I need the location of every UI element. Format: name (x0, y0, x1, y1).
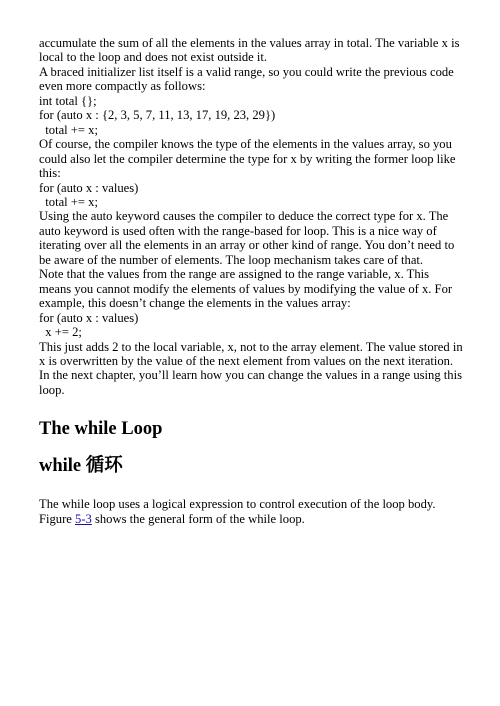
subsection-heading: while 循环 (39, 456, 123, 477)
figure-link[interactable]: 5-3 (75, 511, 92, 526)
paragraph-text: shows the general form of the while loop. (91, 511, 305, 526)
paragraph-auto-keyword: Using the auto keyword causes the compiler to deduce the correct type for x. The auto keyword is used often with the range-based for loop. This is a nice way of iterating over all the elements in an array or other kind of range. You don’t need to be aware of the number of elements. The loop mechanism takes care of that. (39, 209, 455, 267)
paragraph-braced-initializer: A braced initializer list itself is a valid range, so you could write the previous code even more compactly as follows: (39, 64, 454, 94)
paragraph-while-loop-intro (39, 497, 464, 526)
code-line: for (auto x : values) (39, 180, 139, 195)
paragraph-sum-accumulate: accumulate the sum of all the elements in the values array in total. The variable x is local to the loop and does not exist outside it. (39, 36, 460, 65)
paragraph-compiler-type: Of course, the compiler knows the type of the elements in the values array, so you could also let the compiler determine the type for x by writing the former loop like this: (39, 137, 456, 181)
code-line: int total {}; (39, 93, 97, 108)
code-line: total += x; (39, 122, 98, 137)
page-content (39, 36, 464, 526)
section-heading: The while Loop (39, 419, 163, 440)
paragraph-range-variable: Note that the values from the range are assigned to the range variable, x. This means you cannot modify the elements of values by modifying the value of x. For example, this doesn’t change the elements in the values array: (39, 267, 453, 311)
code-line: for (auto x : values) (39, 310, 139, 325)
paragraph-text: The while loop uses a logical expression to control execution of the loop body. Figure (39, 497, 436, 526)
code-line: total += x; (39, 194, 98, 209)
code-line: for (auto x : {2, 3, 5, 7, 11, 13, 17, 19, 23, 29}) (39, 108, 276, 123)
paragraph-local-variable: This just adds 2 to the local variable, x, not to the array element. The value stored in x is overwritten by the value of the next element from values on the next iteration. In the next chapter, you’ll learn how you can change the values in a range using this loop. (39, 339, 463, 397)
code-line: x += 2; (39, 325, 82, 340)
